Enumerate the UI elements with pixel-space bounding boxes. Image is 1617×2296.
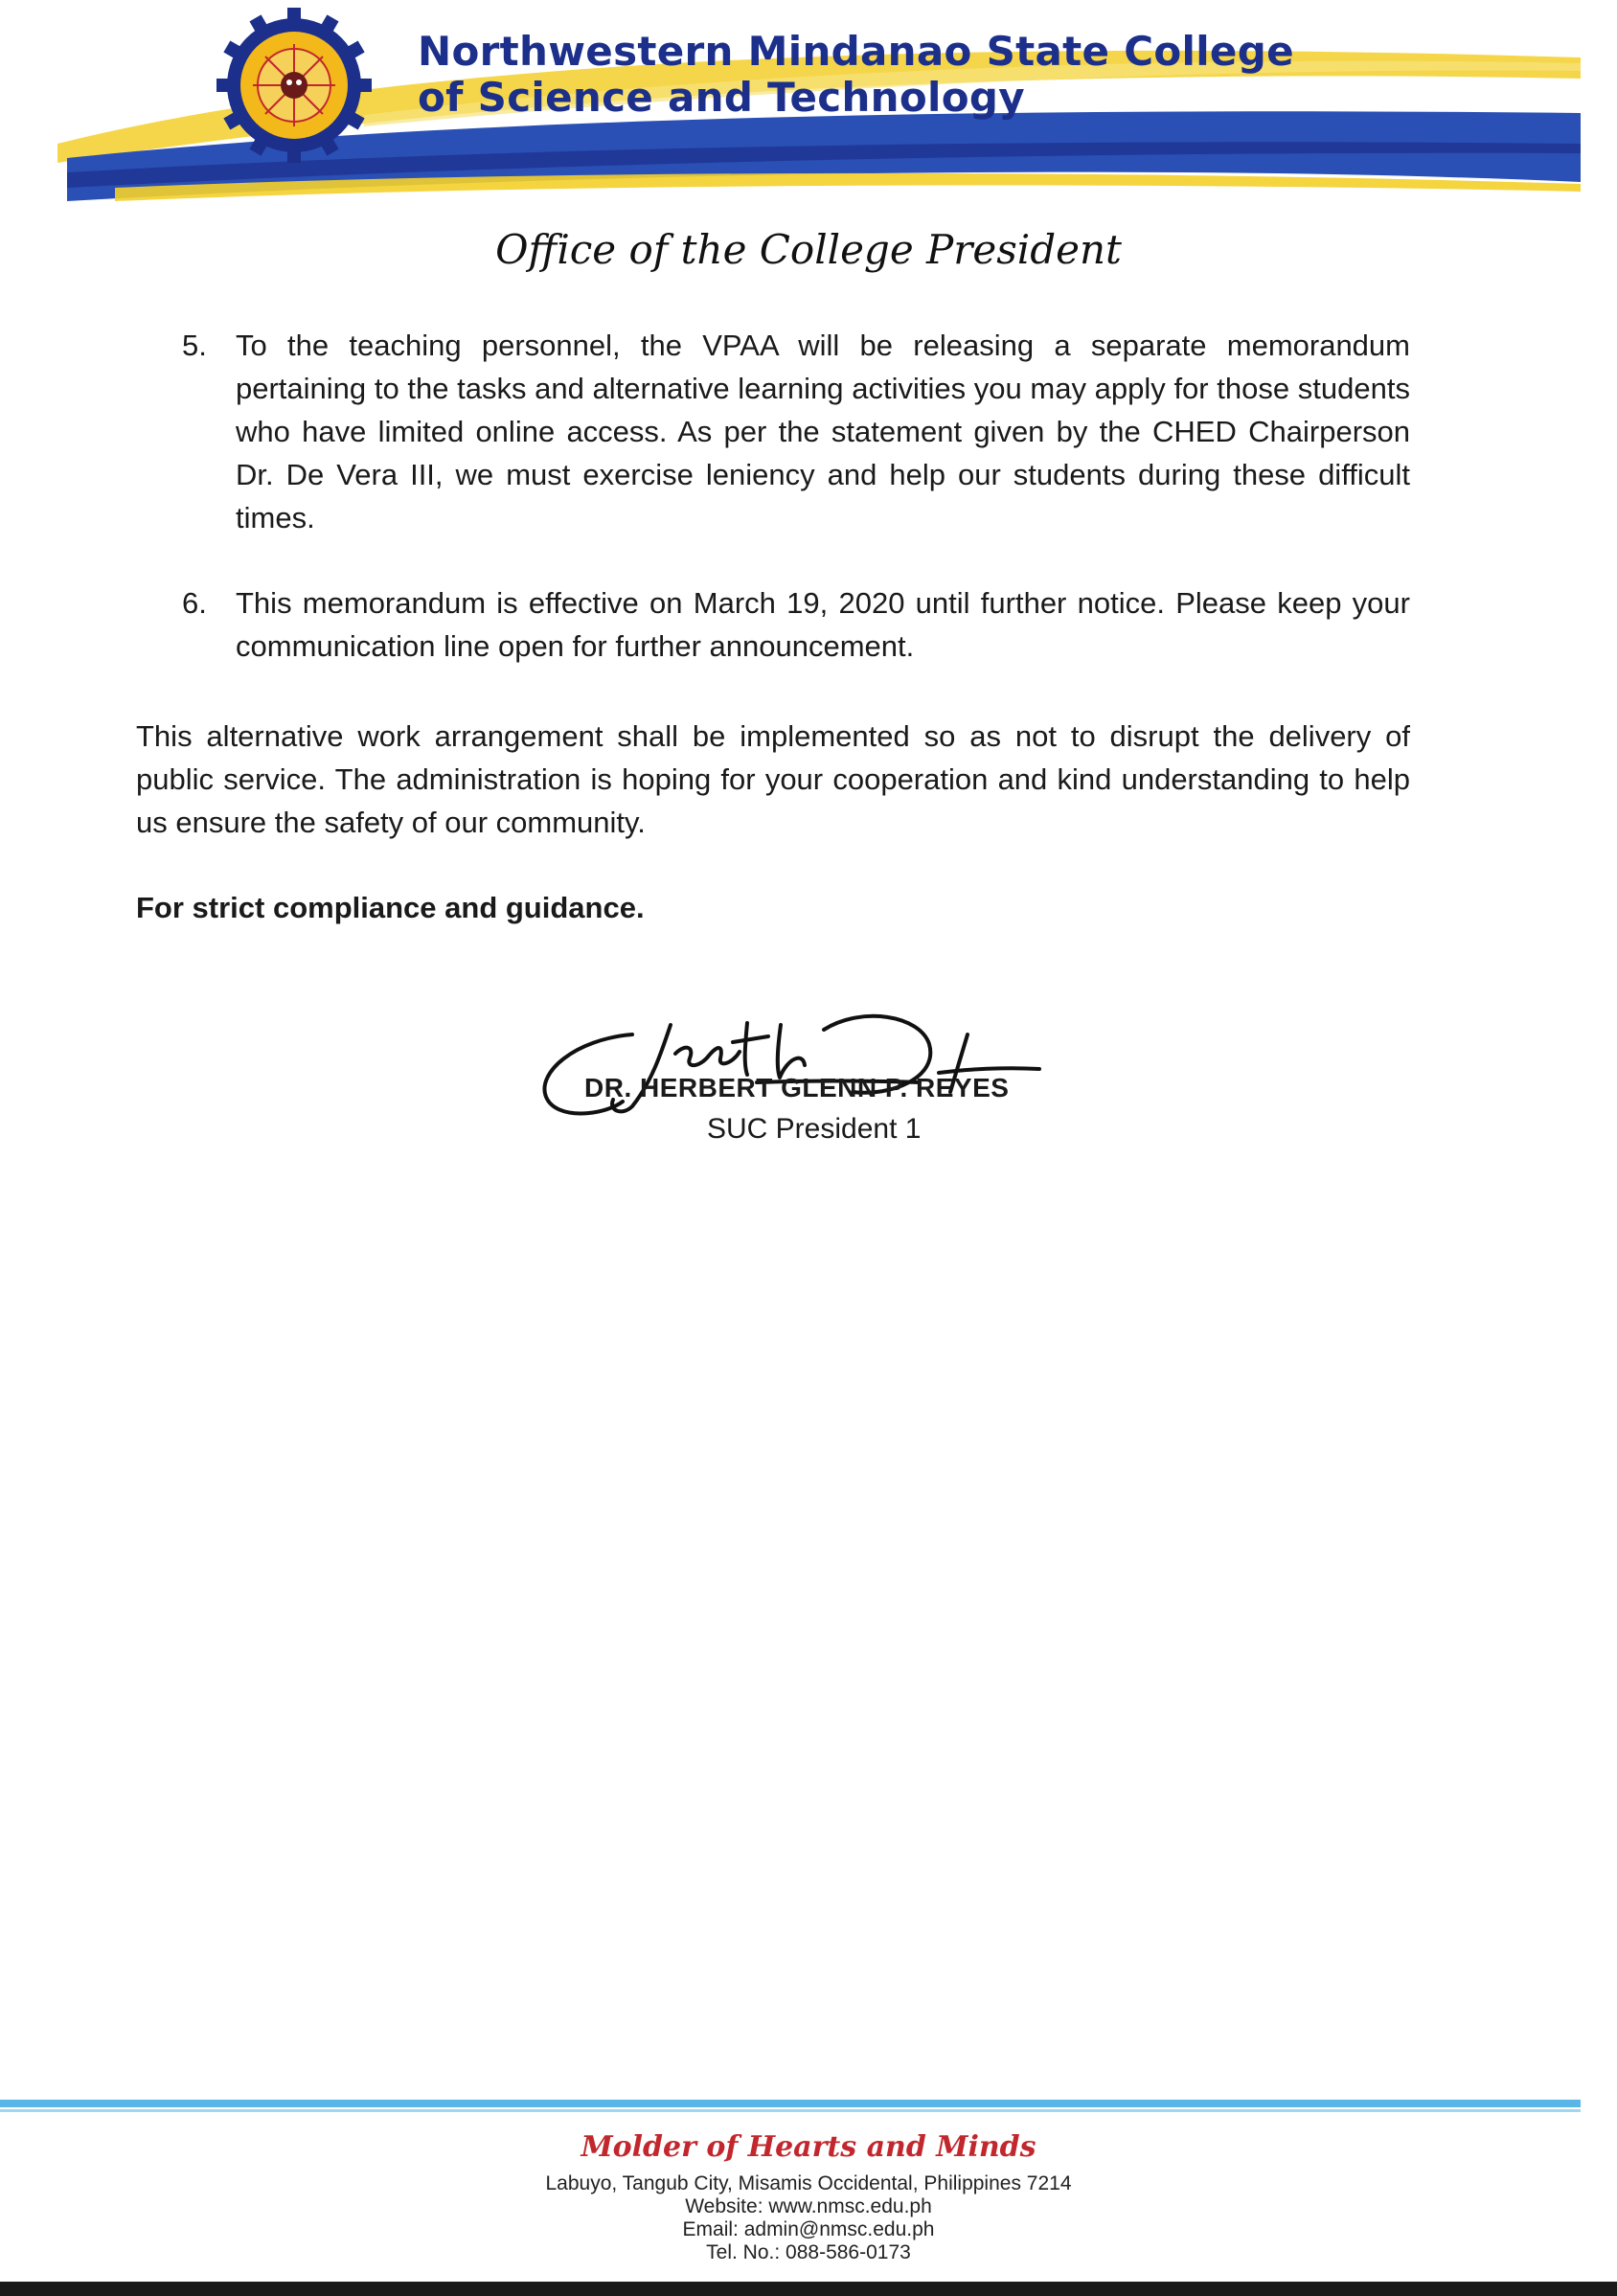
footer-divider <box>0 2096 1617 2125</box>
footer-address: Labuyo, Tangub City, Misamis Occidental, Philippines 7214 <box>545 2172 1072 2194</box>
college-name <box>418 29 1294 121</box>
closing-statement: For strict compliance and guidance. <box>136 891 645 924</box>
college-motto: Molder of Hearts and Minds <box>581 2130 1036 2164</box>
footer-website[interactable]: Website: www.nmsc.edu.ph <box>685 2195 932 2217</box>
list-item-text: To the teaching personnel, the VPAA will be releasing a separate memorandum pertaining to the tasks and alternative learning activities you may apply for those students who have limited online access. As per the statement given by the CHED Chairperson Dr. De Vera III, we must exercise leniency and help our students during these difficult times. <box>236 329 1410 534</box>
college-seal-logo <box>215 6 374 165</box>
body-paragraph: This alternative work arrangement shall be implemented so as not to disrupt the delivery of public service. The administration is hoping for your cooperation and kind understanding to help us ensure the safety of our community. <box>136 719 1410 839</box>
footer-email[interactable]: Email: admin@nmsc.edu.ph <box>682 2218 935 2240</box>
scan-bottom-edge <box>0 2282 1617 2296</box>
letterhead <box>0 0 1617 230</box>
college-name-line2: of Science and Technology <box>418 74 1025 121</box>
college-name-line1: Northwestern Mindanao State College <box>418 28 1294 75</box>
signer-title: SUC President 1 <box>707 1113 922 1145</box>
footer-tel: Tel. No.: 088-586-0173 <box>706 2241 911 2263</box>
office-title: Office of the College President <box>495 226 1122 273</box>
list-item-6 <box>182 581 1410 668</box>
list-item-number: 5. <box>182 329 207 362</box>
list-item-5 <box>182 324 1410 539</box>
signer-name: DR. HERBERT GLENN P. REYES <box>584 1073 1010 1103</box>
list-item-text: This memorandum is effective on March 19, 2020 until further notice. Please keep your communication line open for further announcement. <box>236 586 1410 663</box>
footer-contact-info <box>0 2172 1617 2264</box>
list-item-number: 6. <box>182 586 207 620</box>
numbered-list <box>182 324 1410 710</box>
